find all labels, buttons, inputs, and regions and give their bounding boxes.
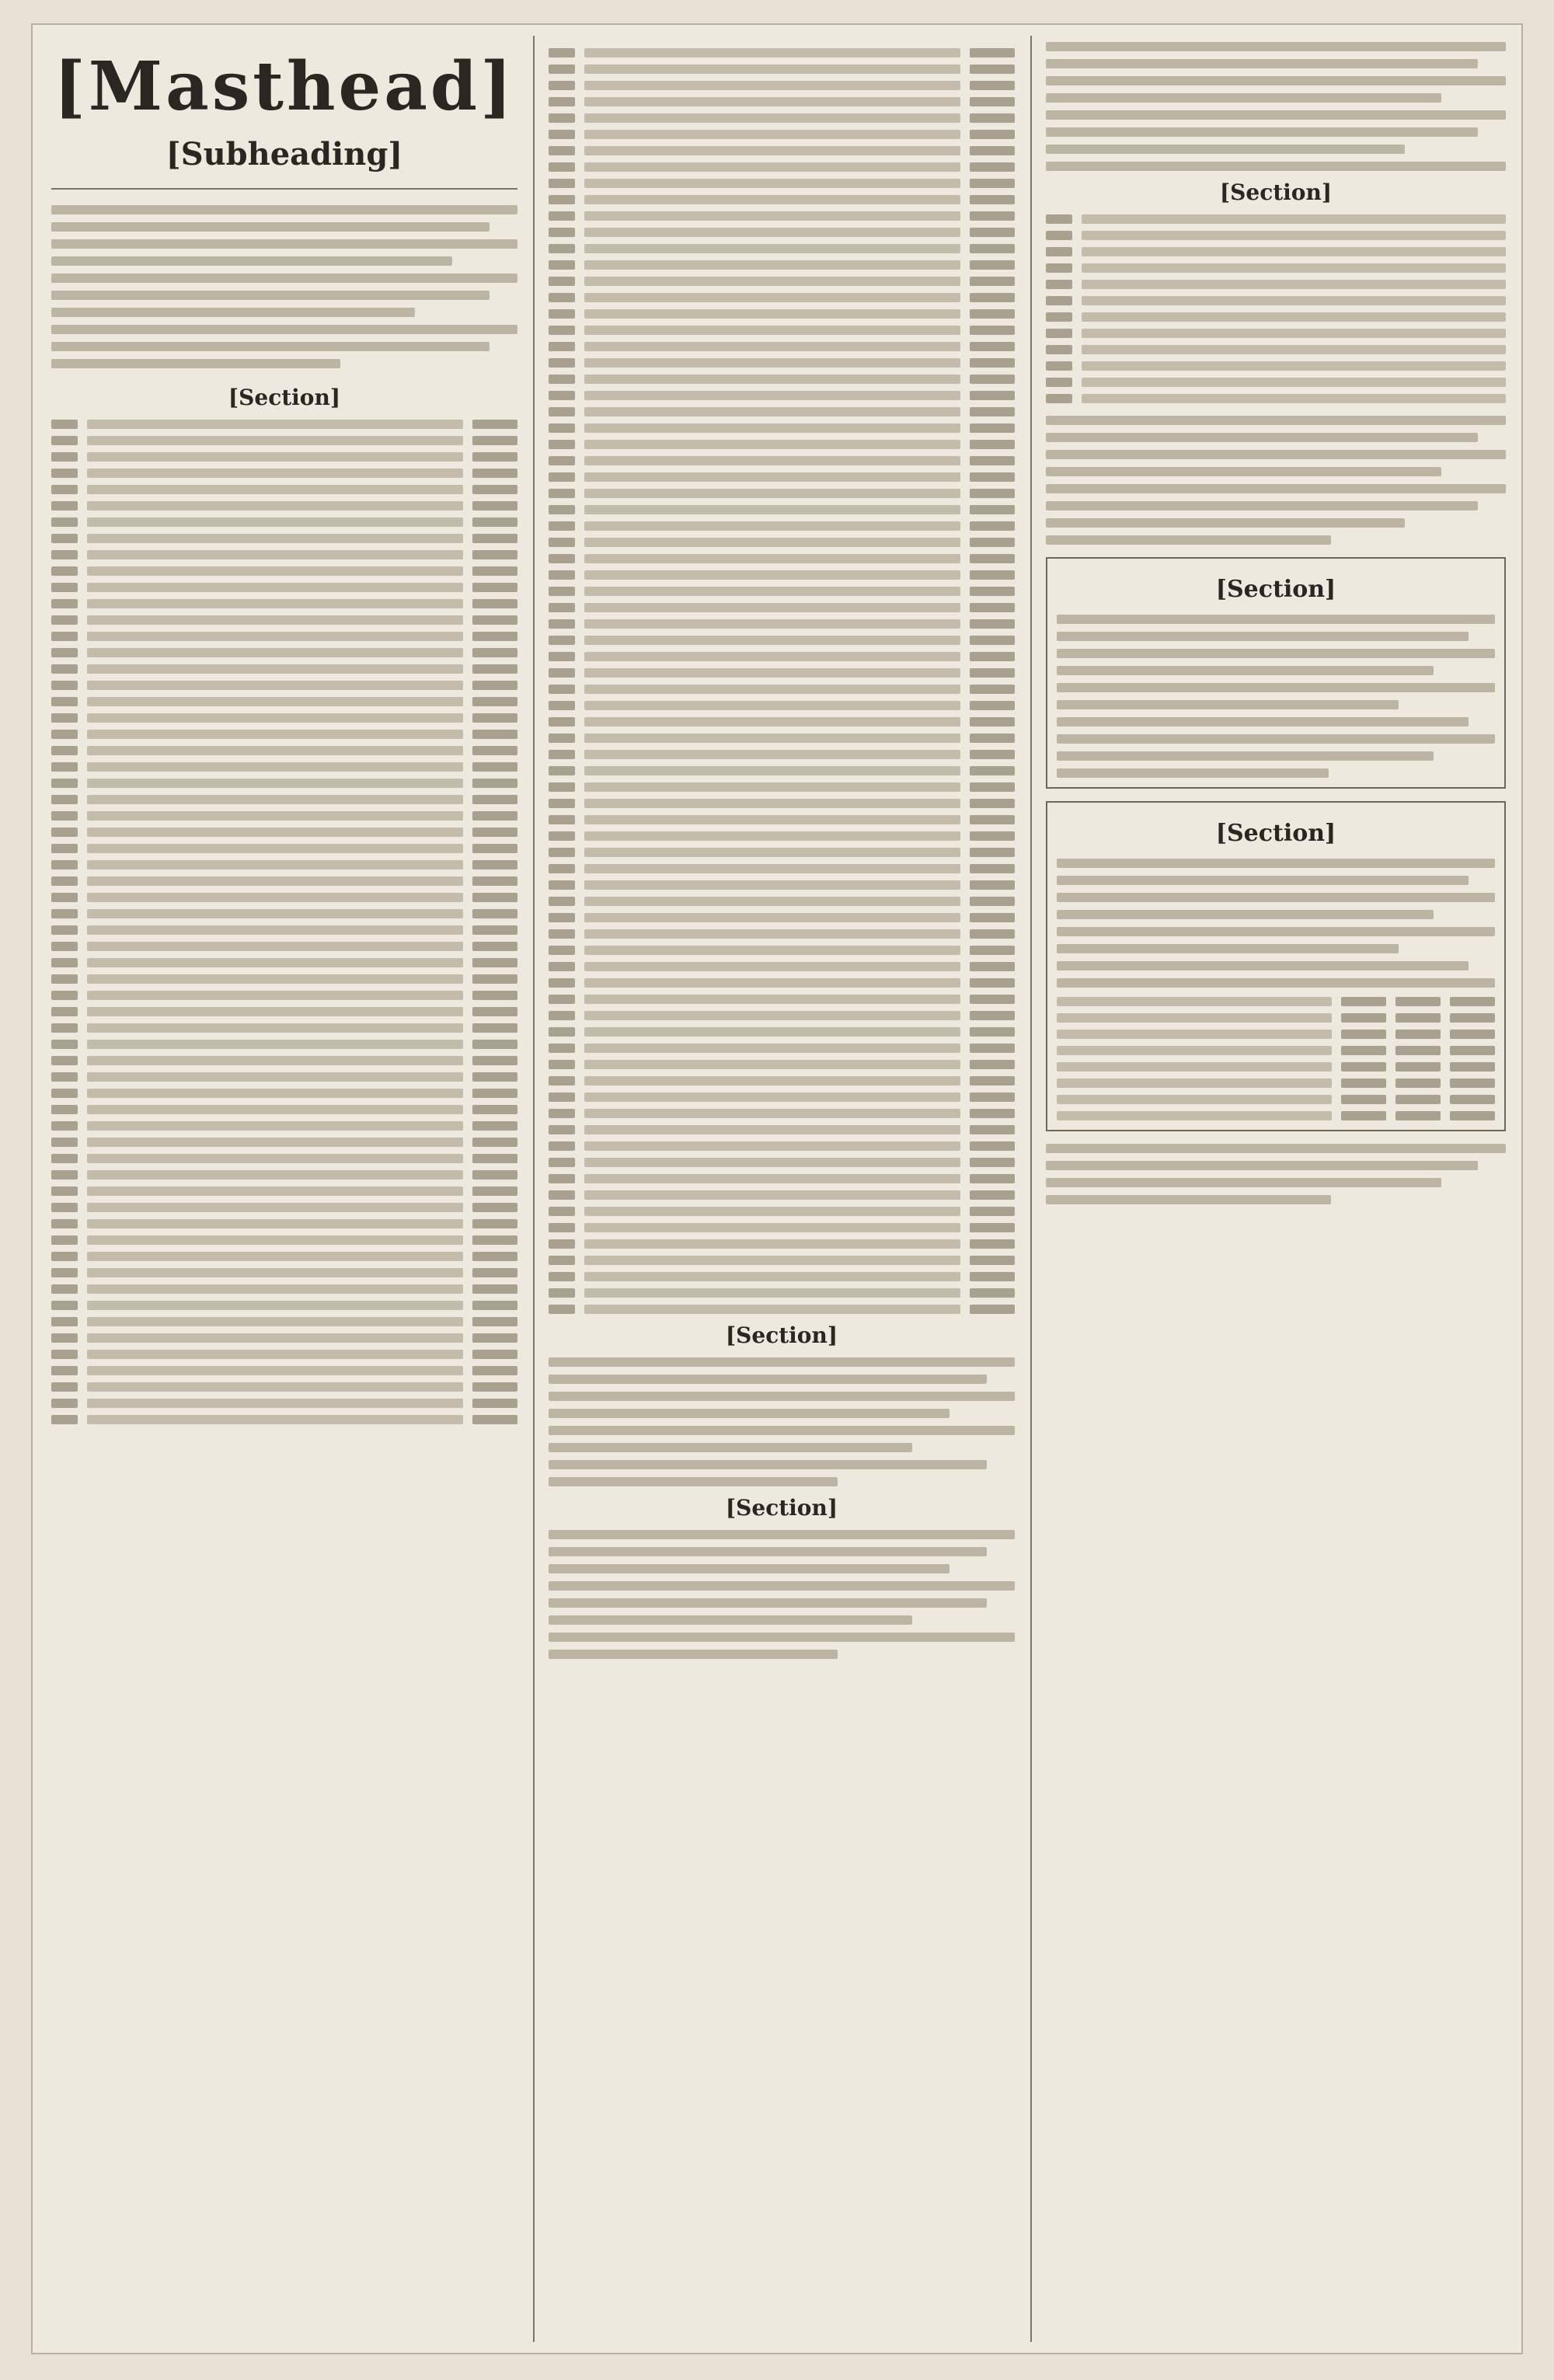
notice-box	[1046, 801, 1506, 1131]
text-block	[549, 1357, 1015, 1486]
column-right	[1046, 42, 1506, 2336]
text-block	[1046, 416, 1506, 545]
column-left	[51, 42, 517, 2336]
section-title: [Section]	[1219, 179, 1333, 205]
section-title: [Section]	[725, 1322, 838, 1348]
notice-box	[1046, 557, 1506, 789]
notice-title: [Section]	[1215, 576, 1336, 603]
column-divider	[1030, 36, 1032, 2342]
subheading: [Subheading]	[166, 136, 403, 172]
text-block	[549, 1530, 1015, 1659]
divider	[51, 188, 517, 190]
numbered-list	[1046, 214, 1506, 403]
column-middle	[549, 42, 1015, 2336]
item-list	[549, 48, 1015, 1314]
column-divider	[533, 36, 535, 2342]
text-block	[51, 205, 517, 368]
newspaper-page	[31, 23, 1523, 2354]
text-block	[1046, 42, 1506, 171]
section-title: [Section]	[725, 1495, 838, 1521]
notice-title: [Section]	[1215, 820, 1336, 847]
text-block	[1046, 1144, 1506, 1204]
masthead: [Masthead]	[54, 47, 515, 126]
section-title: [Section]	[228, 385, 341, 410]
item-list	[51, 420, 517, 1424]
